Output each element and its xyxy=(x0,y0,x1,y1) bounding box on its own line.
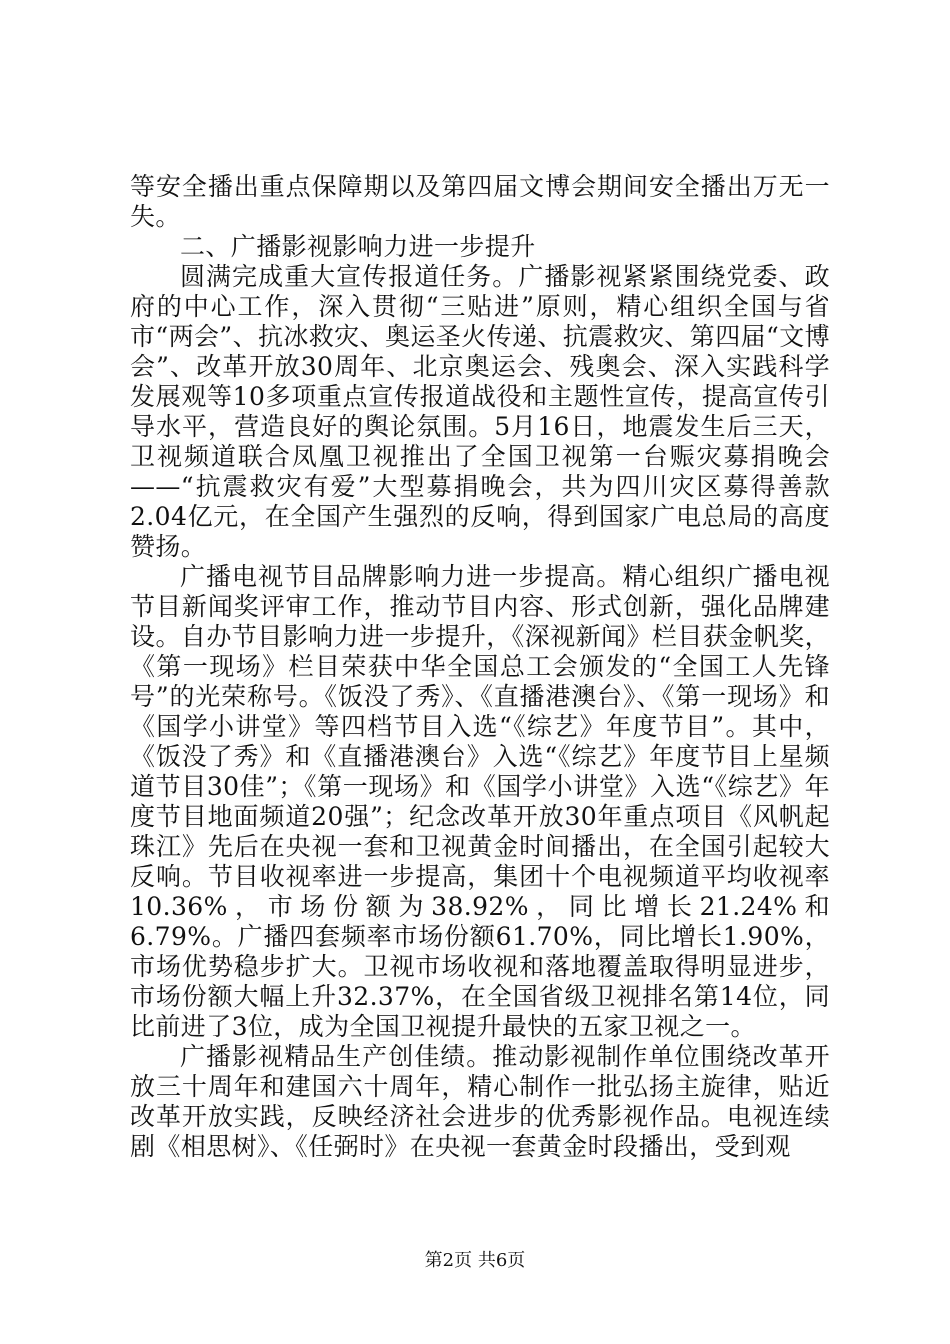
section-heading: 二、广播影视影响力进一步提升 xyxy=(180,232,536,261)
paragraph-production: 广播影视精品生产创佳绩。推动影视制作单位围绕改革开放三十周年和建国六十周年，精心制作一批弘扬主旋律，贴近改革开放实践，反映经济社会进步的优秀影视作品。电视连续剧《相思树》、《任弼时》在央视一套黄金时段播出，受到观 xyxy=(130,1042,830,1161)
page-number-footer: 第2页 共6页 xyxy=(424,1250,526,1271)
paragraph-continuation: 等安全播出重点保障期以及第四届文博会期间安全播出万无一失。 xyxy=(130,172,830,231)
paragraph-program-brand: 广播电视节目品牌影响力进一步提高。精心组织广播电视节目新闻奖评审工作，推动节目内容、形式创新，强化品牌建设。自办节目影响力进一步提升，《深视新闻》栏目获金帆奖，《第一现场》栏目荣获中华全国总工会颁发的“全国工人先锋号”的光荣称号。《饭没了秀》、《直播港澳台》、《第一现场》和《国学小讲堂》等四档节目入选“《综艺》年度节目”。其中，《饭没了秀》和《直播港澳台》入选“《综艺》年度节目上星频道节目30佳”；《第一现场》和《国学小讲堂》入选“《综艺》年度节目地面频道20强”；纪念改革开放30年重点项目《风帆起珠江》先后在央视一套和卫视黄金时间播出，在全国引起较大反响。节目收视率进一步提高，集团十个电视频道平均收视率10.36%，市场份额为38.92%，同比增长21.24%和6.79%。广播四套频率市场份额61.70%，同比增长1.90%，市场优势稳步扩大。卫视市场收视和落地覆盖取得明显进步，市场份额大幅上升32.37%，在全国省级卫视排名第14位，同比前进了3位，成为全国卫视提升最快的五家卫视之一。 xyxy=(130,562,830,1041)
paragraph-publicity: 圆满完成重大宣传报道任务。广播影视紧紧围绕党委、政府的中心工作，深入贯彻“三贴进”原则，精心组织全国与省市“两会”、抗冰救灾、奥运圣火传递、抗震救灾、第四届“文博会”、改革开放30周年、北京奥运会、残奥会、深入实践科学发展观等10多项重点宣传报道战役和主题性宣传，提高宣传引导水平，营造良好的舆论氛围。5月16日，地震发生后三天，卫视频道联合凤凰卫视推出了全国卫视第一台赈灾募捐晚会——“抗震救灾有爱”大型募捐晚会，共为四川灾区募得善款2.04亿元，在全国产生强烈的反响，得到国家广电总局的高度赞扬。 xyxy=(130,262,830,561)
document-body xyxy=(130,172,830,1162)
